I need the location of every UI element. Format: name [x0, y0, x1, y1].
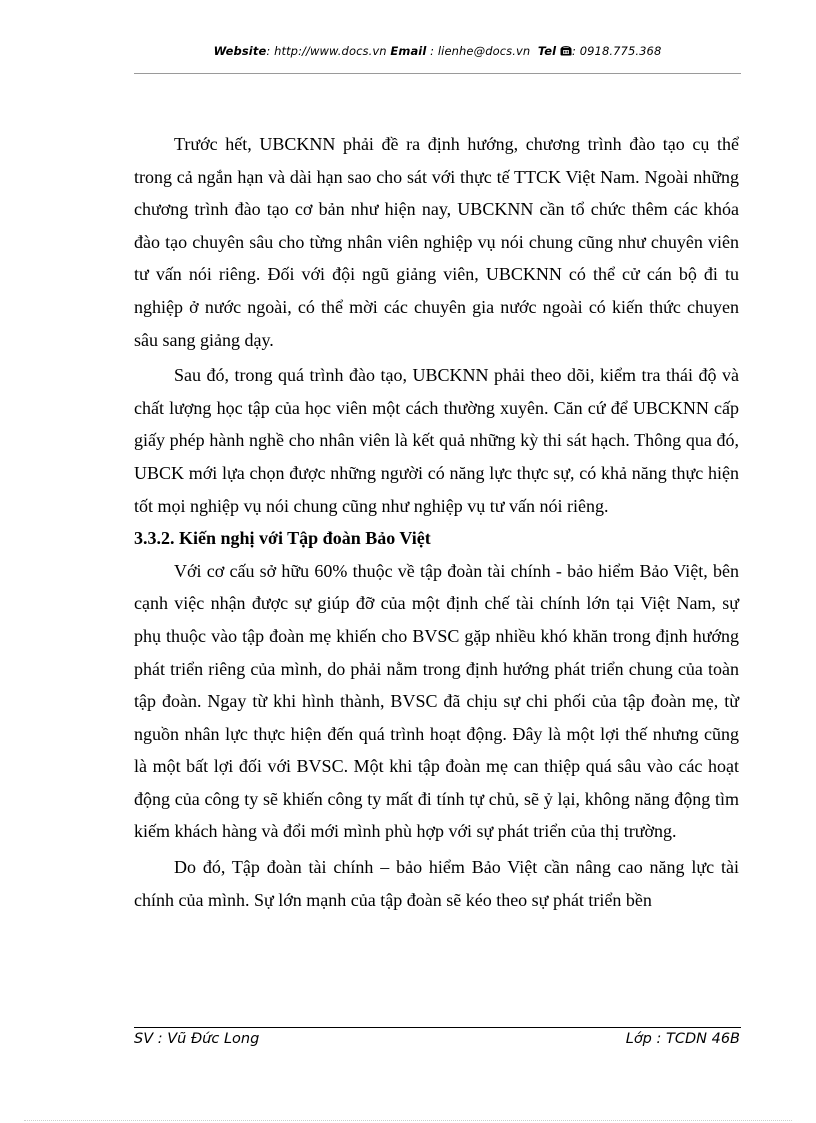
- email-label: Email: [390, 44, 427, 58]
- email-address[interactable]: : lienhe@docs.vn: [426, 44, 531, 58]
- paragraph-3: Với cơ cấu sở hữu 60% thuộc về tập đoàn tài chính - bảo hiểm Bảo Việt, bên cạnh việc nhận được sự giúp đỡ của một định chế tài chính lớn tại Việt Nam, sự phụ thuộc vào tập đoàn mẹ khiến cho BVSC gặp nhiều khó khăn trong định hướng phát triển riêng của mình, do phải nằm trong định hướng phát triển chung của toàn tập đoàn. Ngay từ khi hình thành, BVSC đã chịu sự chi phối của tập đoàn mẹ, từ nguồn nhân lực thực hiện đến quá trình hoạt động. Đây là một lợi thế nhưng cũng là một bất lợi đối với BVSC. Một khi tập đoàn mẹ can thiệp quá sâu vào các hoạt động của công ty sẽ khiến công ty mất đi tính tự chủ, sẽ ỷ lại, không năng động tìm kiếm khách hàng và đổi mới mình phù hợp với sự phát triển của thị trường.: [134, 560, 739, 842]
- footer-divider: [134, 1027, 741, 1028]
- section-heading: 3.3.2. Kiến nghị với Tập đoàn Bảo Việt: [134, 528, 431, 549]
- tel-number: : 0918.775.368: [571, 44, 662, 58]
- document-body: [134, 128, 739, 916]
- paragraph-2: Sau đó, trong quá trình đào tạo, UBCKNN phải theo dõi, kiểm tra thái độ và chất lượng học tập của học viên một cách thường xuyên. Căn cứ để UBCKNN cấp giấy phép hành nghề cho nhân viên là kết quả những kỳ thi sát hạch. Thông qua đó, UBCK mới lựa chọn được những người có năng lực thực sự, có khả năng thực hiện tốt mọi nghiệp vụ nói chung cũng như nghiệp vụ tư vấn nói riêng.: [134, 365, 739, 516]
- page-bottom-border: [24, 1120, 792, 1121]
- page-header: [134, 44, 741, 58]
- footer-class: Lớp : TCDN 46B: [625, 1031, 740, 1047]
- tel-label: Tel: [537, 44, 557, 58]
- phone-icon: [560, 44, 572, 58]
- header-divider: [134, 73, 741, 74]
- paragraph-4: Do đó, Tập đoàn tài chính – bảo hiểm Bảo Việt cần nâng cao năng lực tài chính của mình. Sự lớn mạnh của tập đoàn sẽ kéo theo sự phát triển bền: [134, 857, 739, 910]
- paragraph-1: Trước hết, UBCKNN phải đề ra định hướng, chương trình đào tạo cụ thể trong cả ngắn hạn và dài hạn sao cho sát với thực tế TTCK Việt Nam. Ngoài những chương trình đào tạo cơ bản như hiện nay, UBCKNN cần tổ chức thêm các khóa đào tạo chuyên sâu cho từng nhân viên nghiệp vụ nói chung cũng như chuyên viên tư vấn nói riêng. Đối với đội ngũ giảng viên, UBCKNN có thể cử cán bộ đi tu nghiệp ở nước ngoài, có thể mời các chuyên gia nước ngoài có kiến thức chuyen sâu sang giảng dạy.: [134, 134, 739, 350]
- website-url[interactable]: : http://www.docs.vn: [266, 44, 387, 58]
- website-label: Website: [213, 44, 267, 58]
- footer-student-name: SV : Vũ Đức Long: [134, 1031, 260, 1047]
